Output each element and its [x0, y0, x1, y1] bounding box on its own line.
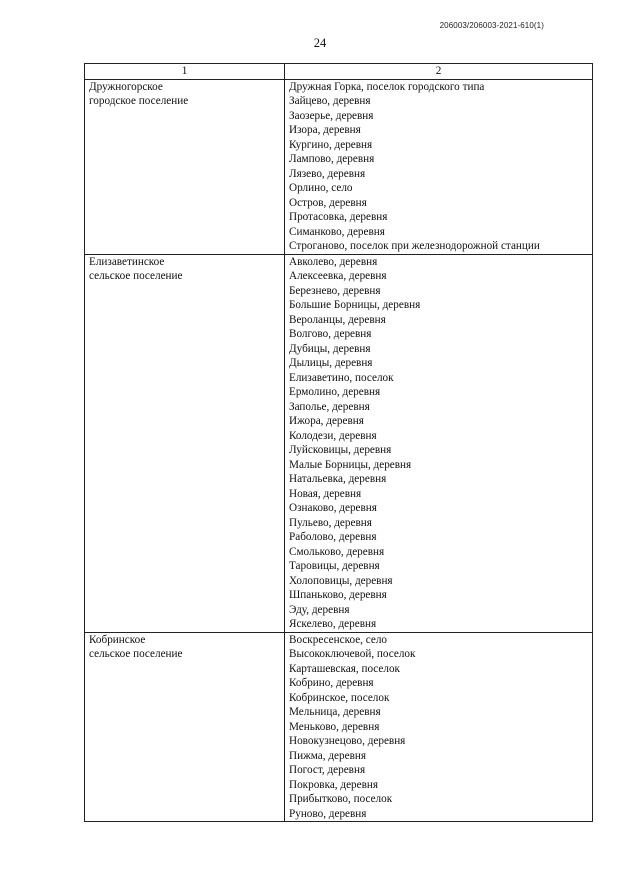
place-item: Таровицы, деревня	[289, 560, 380, 572]
place-item: Лампово, деревня	[289, 153, 375, 165]
place-item: Заполье, деревня	[289, 400, 370, 413]
place-item: Натальевка, деревня	[289, 473, 387, 485]
place-item: Луйсковицы, деревня	[289, 444, 392, 456]
place-item: Колодези, деревня	[289, 429, 377, 442]
place-item: Пульево, деревня	[289, 516, 372, 529]
place-item: Симанково, деревня	[289, 225, 385, 238]
place-item: Остров, деревня	[289, 196, 367, 209]
settlement-name-line: Дружногорское	[89, 80, 163, 93]
table-row	[85, 632, 593, 822]
place-item: Воскресенское, село	[289, 633, 387, 646]
place-item: Руново, деревня	[289, 807, 367, 820]
settlement-name-line: городское поселение	[89, 95, 189, 107]
place-item: Орлино, село	[289, 182, 353, 194]
place-item: Протасовка, деревня	[289, 211, 388, 223]
column-header-2: 2	[285, 64, 593, 80]
place-item: Березнево, деревня	[289, 284, 381, 297]
place-item: Кобринское, поселок	[289, 691, 390, 704]
page-number: 24	[313, 36, 327, 50]
places-cell	[285, 79, 593, 254]
document-code: 206003/206003-2021-610(1)	[439, 21, 544, 30]
place-item: Холоповицы, деревня	[289, 574, 393, 587]
place-item: Покровка, деревня	[289, 778, 379, 791]
settlement-name-cell	[85, 254, 285, 632]
place-item: Карташевская, поселок	[289, 662, 400, 675]
table-row	[85, 254, 593, 632]
place-item: Дубицы, деревня	[289, 342, 371, 355]
settlement-name-line: сельское поселение	[89, 270, 183, 282]
settlement-name-line: Кобринское	[89, 633, 146, 646]
place-item: Кобрино, деревня	[289, 677, 374, 689]
table-header-row	[85, 64, 593, 80]
place-item: Зайцево, деревня	[289, 95, 371, 107]
place-item: Кургино, деревня	[289, 138, 373, 151]
place-item: Ермолино, деревня	[289, 386, 381, 398]
settlements-table	[84, 63, 593, 822]
place-item: Раболово, деревня	[289, 531, 377, 543]
place-item: Заозерье, деревня	[289, 109, 374, 122]
place-item: Мельница, деревня	[289, 706, 381, 718]
place-item: Ижора, деревня	[289, 415, 364, 427]
settlement-name-cell	[85, 632, 285, 822]
place-item: Смольково, деревня	[289, 545, 385, 558]
place-item: Ознаково, деревня	[289, 502, 377, 514]
place-item: Лязево, деревня	[289, 167, 366, 180]
place-item: Яскелево, деревня	[289, 618, 377, 630]
place-item: Дружная Горка, поселок городского типа	[289, 80, 485, 93]
place-item: Эду, деревня	[289, 603, 350, 616]
place-item: Изора, деревня	[289, 124, 361, 136]
place-item: Дылицы, деревня	[289, 357, 373, 369]
place-item: Погост, деревня	[289, 764, 366, 776]
place-item: Меньково, деревня	[289, 720, 380, 733]
place-item: Шпаньково, деревня	[289, 589, 387, 601]
place-item: Большие Борницы, деревня	[289, 299, 421, 311]
place-item: Алексеевка, деревня	[289, 270, 387, 282]
places-cell	[285, 632, 593, 822]
places-cell	[285, 254, 593, 632]
place-item: Новокузнецово, деревня	[289, 735, 406, 747]
place-item: Авколево, деревня	[289, 255, 378, 268]
table-body	[85, 79, 593, 822]
place-item: Пижма, деревня	[289, 749, 366, 762]
place-item: Прибытково, поселок	[289, 793, 393, 805]
column-header-1: 1	[85, 64, 285, 80]
place-item: Малые Борницы, деревня	[289, 458, 412, 471]
place-item: Высокоключевой, поселок	[289, 648, 416, 660]
table-row	[85, 79, 593, 254]
place-item: Вероланцы, деревня	[289, 313, 386, 326]
place-item: Строганово, поселок при железнодорожной станции	[289, 240, 540, 252]
settlement-name-line: сельское поселение	[89, 648, 183, 660]
place-item: Новая, деревня	[289, 487, 362, 500]
place-item: Волгово, деревня	[289, 328, 372, 340]
settlement-name-cell	[85, 79, 285, 254]
settlement-name-line: Елизаветинское	[89, 255, 165, 268]
place-item: Елизаветино, поселок	[289, 371, 394, 384]
